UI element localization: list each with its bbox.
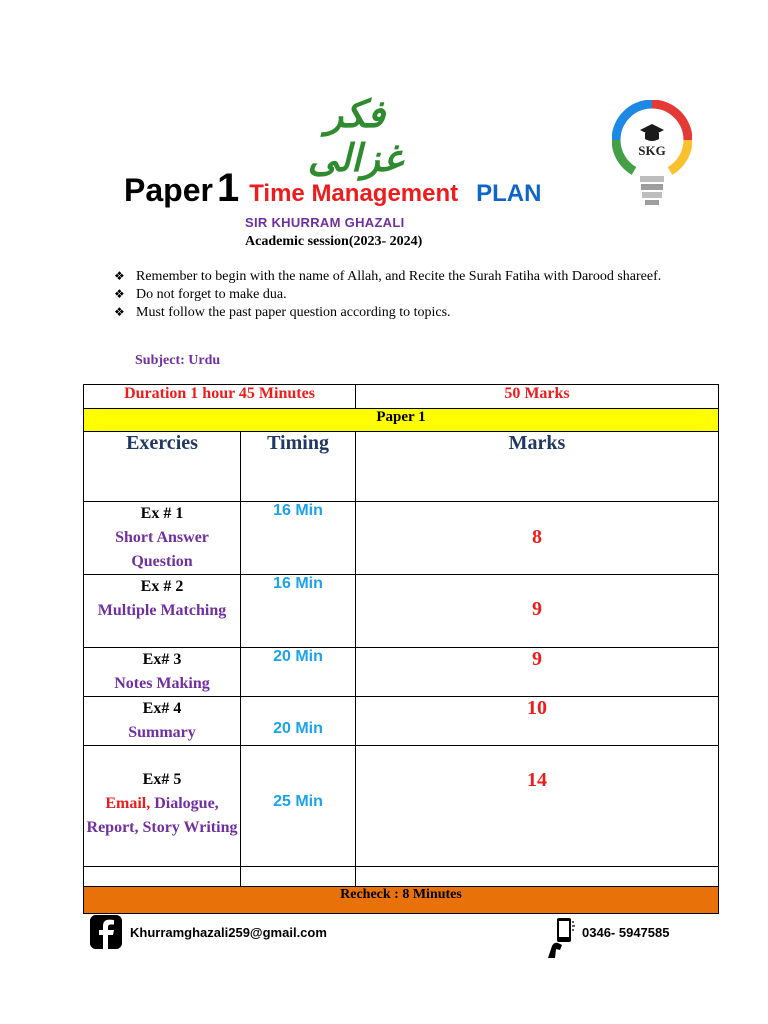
marks-cell: 9 — [356, 575, 719, 648]
title-time-management: Time Management — [249, 180, 459, 207]
col-header-marks: Marks — [356, 432, 719, 502]
exercise-cell: Ex # 1 Short Answer Question — [84, 502, 241, 575]
phone-number[interactable]: 0346- 5947585 — [582, 925, 670, 940]
email-link[interactable]: Khurramghazali259@gmail.com — [130, 925, 327, 940]
empty-cell — [84, 867, 241, 887]
empty-cell — [241, 867, 356, 887]
diamond-bullet-icon: ❖ — [114, 269, 125, 283]
author-name: SIR KHURRAM GHAZALI — [245, 215, 405, 230]
instruction-item: ❖ Do not forget to make dua. — [114, 287, 287, 302]
marks-cell: 9 — [356, 648, 719, 697]
table-row — [84, 867, 719, 887]
table-row — [84, 575, 719, 648]
facebook-icon — [90, 915, 122, 949]
marks-cell: 14 — [356, 746, 719, 867]
duration-cell: Duration 1 hour 45 Minutes — [84, 385, 356, 409]
timing-cell: 25 Min — [241, 746, 356, 867]
table-header-row — [84, 432, 719, 502]
table-row — [84, 746, 719, 867]
skg-logo — [612, 100, 692, 208]
instruction-item: ❖ Must follow the past paper question according to topics. — [114, 305, 451, 320]
timing-cell: 16 Min — [241, 575, 356, 648]
marks-cell: 10 — [356, 697, 719, 746]
recheck-cell: Recheck : 8 Minutes — [84, 887, 719, 914]
page-title — [124, 166, 541, 211]
table-row — [84, 502, 719, 575]
exercise-cell: Ex# 4 Summary — [84, 697, 241, 746]
title-number: 1 — [216, 166, 240, 210]
phone-icon — [546, 916, 576, 960]
instruction-item: ❖ Remember to begin with the name of Allah, and Recite the Surah Fatiha with Darood shareef. — [114, 269, 662, 284]
logo-text: SKG — [638, 143, 666, 158]
exercise-cell: Ex # 2 Multiple Matching — [84, 575, 241, 648]
time-plan-table — [83, 384, 719, 914]
title-plan: PLAN — [476, 180, 542, 207]
col-header-timing: Timing — [241, 432, 356, 502]
table-row — [84, 648, 719, 697]
empty-cell — [356, 867, 719, 887]
footer — [0, 912, 768, 962]
table-row — [84, 697, 719, 746]
table-row — [84, 887, 719, 914]
exercise-cell: Ex# 3 Notes Making — [84, 648, 241, 697]
paper-label-cell: Paper 1 — [84, 409, 719, 432]
timing-cell: 20 Min — [241, 697, 356, 746]
title-paper: Paper — [124, 172, 213, 208]
col-header-exercises: Exercies — [84, 432, 241, 502]
diamond-bullet-icon: ❖ — [114, 287, 125, 301]
exercise-cell: Ex# 5 Email, Dialogue, Report, Story Writing — [84, 746, 241, 867]
academic-session: Academic session(2023- 2024) — [245, 234, 423, 249]
timing-cell: 16 Min — [241, 502, 356, 575]
urdu-title: فکر غزالی — [307, 92, 403, 180]
timing-cell: 20 Min — [241, 648, 356, 697]
subject-label: Subject: Urdu — [135, 353, 221, 368]
diamond-bullet-icon: ❖ — [114, 305, 125, 319]
total-marks-cell: 50 Marks — [356, 385, 719, 409]
instructions-list — [114, 268, 674, 322]
marks-cell: 8 — [356, 502, 719, 575]
table-row — [84, 409, 719, 432]
table-row — [84, 385, 719, 409]
